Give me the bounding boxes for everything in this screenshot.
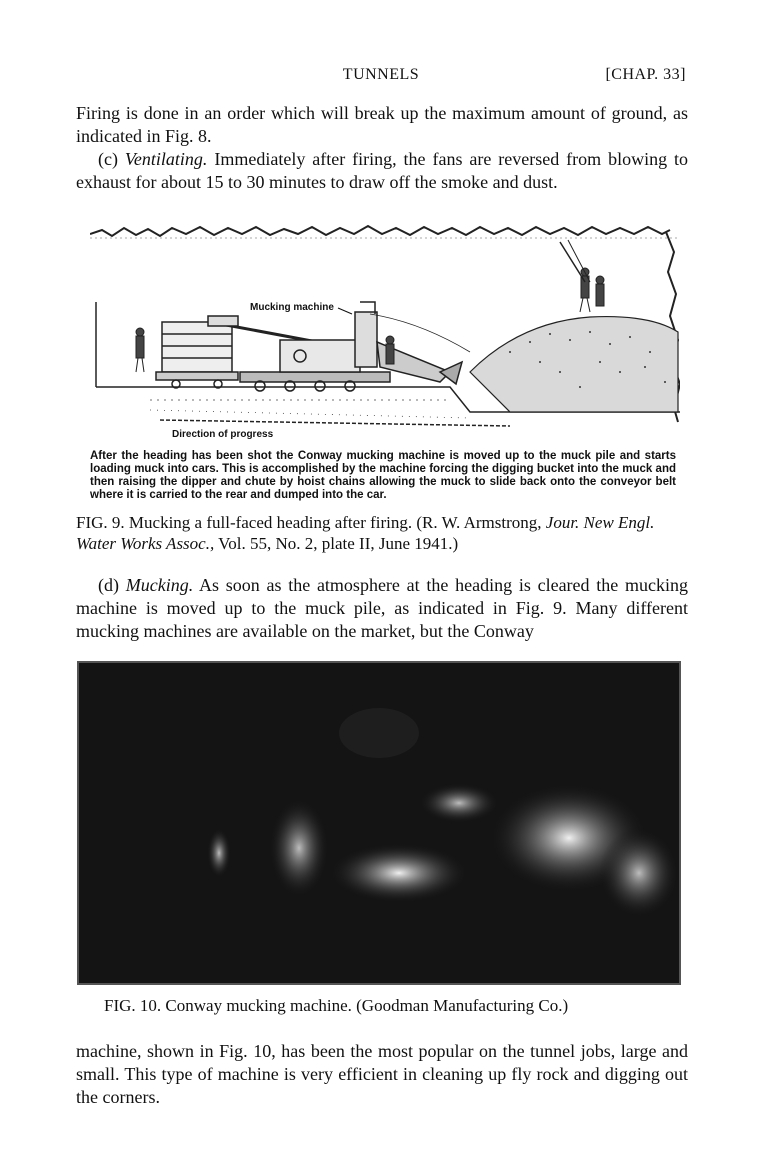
paragraph-conway: machine, shown in Fig. 10, has been the most popular on the tunnel jobs, large and small. This type of machine is very efficient in cleaning up fly rock and digging out the corners. (76, 1041, 688, 1107)
figure-10-label: FIG. 10. (104, 996, 162, 1015)
paragraph-firing: Firing is done in an order which will break up the maximum amount of ground, as indicated in Fig. 8. (76, 103, 688, 146)
item-text: As soon as the atmosphere at the heading is cleared the mucking machine is moved up to the muck pile, as indicated in Fig. 9. Many different mucking machines are available on the market, but the Conway (76, 575, 689, 641)
muck-pile (470, 317, 678, 412)
figure-10-caption (104, 995, 716, 1016)
figure-9-explanation: After the heading has been shot the Conway mucking machine is moved up to the muck pile and starts loading muck into cars. This is accomplished by the machine forcing the digging bucket into the muck and then raising the dipper and chute by hoist chains allowing the muck to slide back onto the conveyor belt where it is carried to the rear and dumped into the car. (90, 450, 676, 501)
figure-9-text: Mucking a full-faced heading after firing. (R. W. Armstrong, (124, 513, 546, 532)
label-direction-progress: Direction of progress (172, 429, 274, 440)
figure-10-photo (77, 661, 681, 985)
running-title: TUNNELS (342, 66, 420, 83)
muck-car (156, 322, 238, 388)
item-term: Ventilating. (124, 149, 208, 169)
chapter-label: [CHAP. 33] (605, 66, 686, 83)
figure-9-illustration (90, 222, 680, 442)
figure-9-end: Vol. 55, No. 2, plate II, June 1941.) (214, 534, 459, 553)
figure-9-journal: Jour. New Engl. Water Works Assoc., (76, 513, 655, 553)
item-term: Mucking. (125, 575, 194, 595)
paragraph-mucking (76, 574, 688, 643)
figure-9-label: FIG. 9. (76, 513, 125, 532)
item-text: Immediately after firing, the fans are reversed from blowing to exhaust for about 15 to 30 minutes to draw off the smoke and dust. (76, 149, 689, 192)
tunnel-roof (90, 226, 670, 236)
paragraph-ventilating (76, 148, 688, 194)
figure-10-text: Conway mucking machine. (Goodman Manufacturing Co.) (161, 996, 569, 1015)
label-mucking-machine: Mucking machine (250, 302, 334, 313)
figure-9-caption (76, 512, 688, 554)
item-label: (d) (98, 575, 119, 595)
mucking-machine-photo (79, 663, 679, 983)
page-header (76, 66, 686, 90)
item-label: (c) (98, 149, 118, 169)
